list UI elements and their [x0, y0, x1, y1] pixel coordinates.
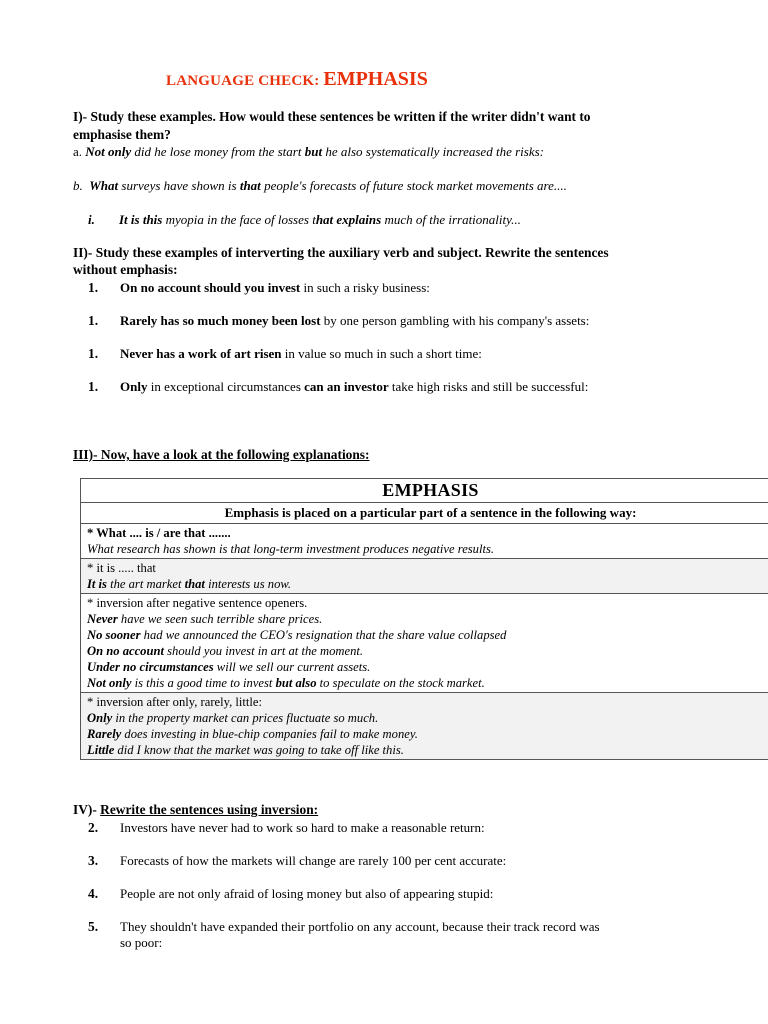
list-item: Forecasts of how the markets will change are rarely 100 per cent accurate:	[120, 853, 507, 868]
example-text: It is the art market that interests us now.	[87, 577, 291, 591]
example-i-text: It is this myopia in the face of losses that explains much of the irrationality...	[119, 212, 521, 227]
example-text: Little did I know that the market was going to take off like this.	[87, 743, 404, 757]
example-b: b. What surveys have shown is that people's forecasts of future stock market movements are....	[73, 178, 567, 193]
table-row	[81, 693, 768, 760]
section2-heading-line1: II)- Study these examples of interverting the auxiliary verb and subject. Rewrite the sentences	[73, 245, 609, 260]
list-item: Rarely has so much money been lost by one person gambling with his company's assets:	[120, 313, 590, 328]
list-item-number: 4.	[88, 886, 99, 901]
table-subheader-row	[81, 503, 768, 524]
rule-text: * inversion after only, rarely, little:	[87, 695, 262, 709]
example-text: Not only is this a good time to invest but also to speculate on the stock market.	[87, 676, 485, 690]
rule-text: * What .... is / are that .......	[87, 526, 231, 540]
example-text: Only in the property market can prices fluctuate so much.	[87, 711, 379, 725]
list-item: Investors have never had to work so hard to make a reasonable return:	[120, 820, 485, 835]
list-item: People are not only afraid of losing money but also of appearing stupid:	[120, 886, 494, 901]
section1-heading-line1: I)- Study these examples. How would these sentences be written if the writer didn't want to	[73, 109, 591, 124]
list-item: Only in exceptional circumstances can an investor take high risks and still be successful:	[120, 379, 589, 394]
table-row	[81, 524, 768, 559]
list-item-number: 1.	[88, 379, 99, 394]
example-text: No sooner had we announced the CEO's resignation that the share value collapsed	[87, 628, 507, 642]
section1-heading-line2: emphasise them?	[73, 127, 171, 142]
example-a: a. Not only did he lose money from the start but he also systematically increased the risks:	[73, 144, 544, 159]
list-item: On no account should you invest in such a risky business:	[120, 280, 430, 295]
example-i: i.	[88, 212, 95, 227]
section3-heading: III)- Now, have a look at the following explanations:	[73, 447, 370, 462]
list-item-number: 1.	[88, 346, 99, 361]
list-item-number: 1.	[88, 313, 99, 328]
list-item-number: 5.	[88, 919, 99, 934]
table-header: EMPHASIS	[81, 479, 768, 503]
table-row	[81, 594, 768, 693]
section4-heading: IV)- Rewrite the sentences using inversion:	[73, 802, 319, 817]
list-item: They shouldn't have expanded their portfolio on any account, because their track record was	[120, 919, 600, 934]
table-row	[81, 559, 768, 594]
emphasis-table	[80, 478, 768, 760]
example-text: On no account should you invest in art at the moment.	[87, 644, 364, 658]
rule-text: * inversion after negative sentence openers.	[87, 596, 308, 610]
rule-text: * it is ..... that	[87, 561, 156, 575]
example-text: Rarely does investing in blue-chip companies fail to make money.	[87, 727, 418, 741]
table-header-row	[81, 479, 768, 503]
list-item: Never has a work of art risen in value so much in such a short time:	[120, 346, 482, 361]
list-item-number: 1.	[88, 280, 99, 295]
example-text: What research has shown is that long-term investment produces negative results.	[87, 542, 495, 556]
example-text: Under no circumstances will we sell our current assets.	[87, 660, 371, 674]
section2-heading-line2: without emphasis:	[73, 262, 178, 277]
list-item-number: 3.	[88, 853, 99, 868]
table-subheader: Emphasis is placed on a particular part of a sentence in the following way:	[81, 503, 768, 524]
example-text: Never have we seen such terrible share prices.	[87, 612, 323, 626]
list-item-number: 2.	[88, 820, 99, 835]
list-item-continuation: so poor:	[120, 935, 163, 950]
page-title: LANGUAGE CHECK: EMPHASIS	[166, 68, 428, 90]
